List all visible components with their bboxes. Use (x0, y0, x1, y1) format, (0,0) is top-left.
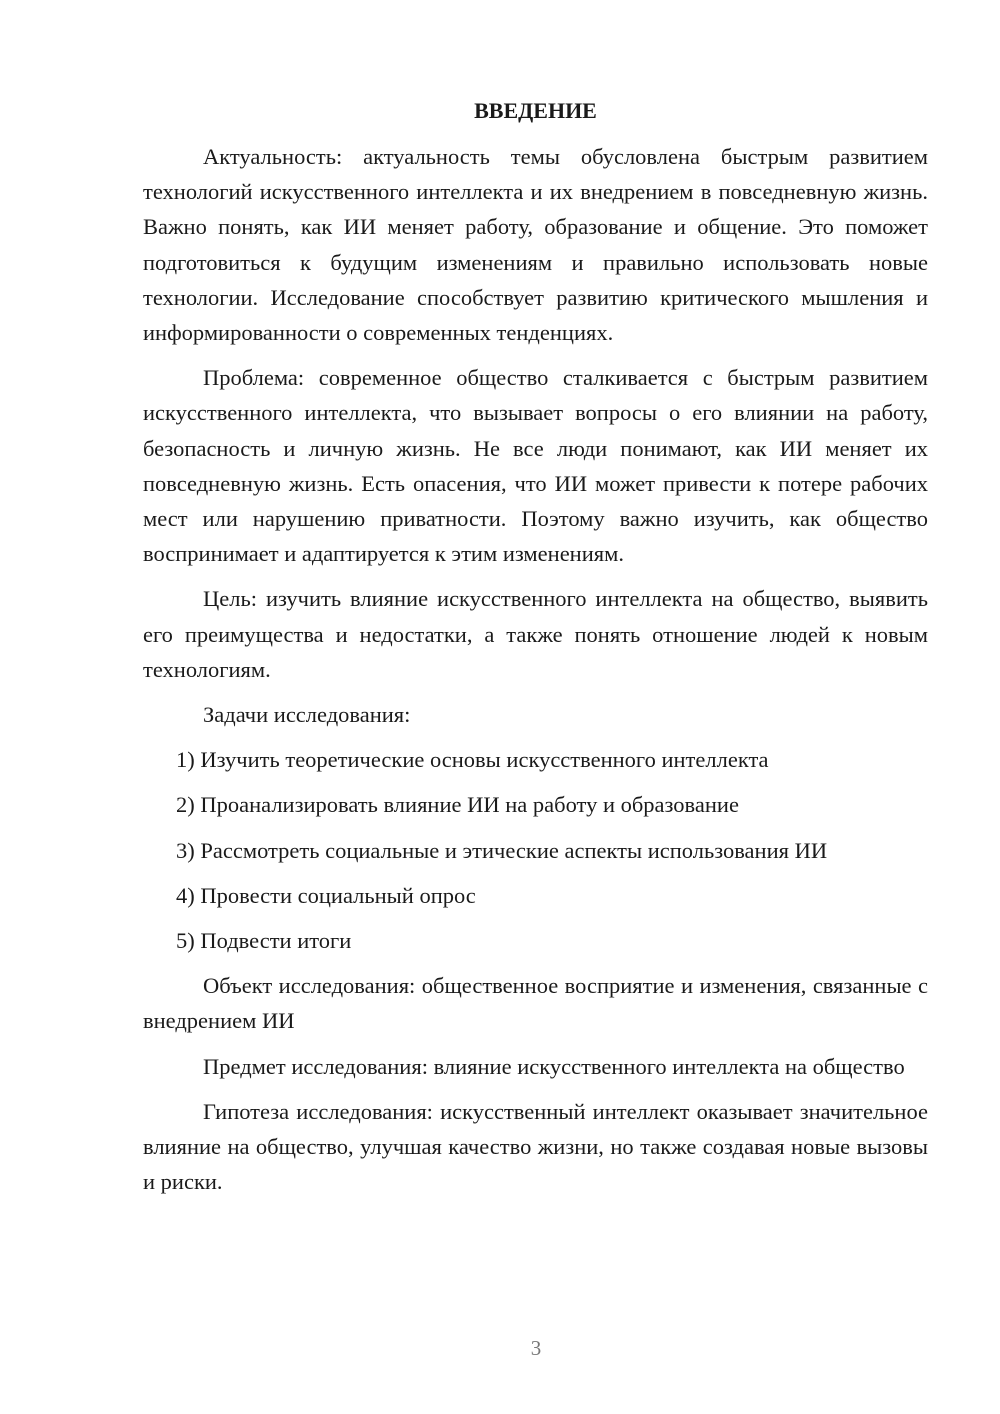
paragraph-goal: Цель: изучить влияние искусственного интеллекта на общество, выявить его преимущества и недостатки, а также понять отношение людей к новым технологиям. (143, 586, 928, 682)
paragraph-subject: Предмет исследования: влияние искусственного интеллекта на общество (203, 1053, 905, 1079)
page-title: ВВЕДЕНИЕ (474, 98, 597, 123)
tasks-list (143, 742, 928, 958)
tasks-heading: Задачи исследования: (203, 702, 411, 728)
paragraph-hypothesis: Гипотеза исследования: искусственный интеллект оказывает значительное влияние на общество, улучшая качество жизни, но также создавая новые вызовы и риски. (143, 1098, 928, 1195)
page-number: 3 (530, 1336, 542, 1360)
paragraph-problem: Проблема: современное общество сталкивается с быстрым развитием искусственного интеллекта, что вызывает вопросы о его влиянии на работу, безопасность и личную жизнь. Не все люди понимают, как ИИ меняет их повседневную жизнь. Есть опасения, что ИИ может привести к потере рабочих мест или нарушению приватности. Поэтому важно изучить, как общество воспринимает и адаптируется к этим изменениям. (143, 365, 928, 567)
paragraph-relevance: Актуальность: актуальность темы обусловлена быстрым развитием технологий искусственного интеллекта и их внедрением в повседневную жизнь. Важно понять, как ИИ меняет работу, образование и общение. Это поможет подготовиться к будущим изменениям и правильно использовать новые технологии. Исследование способствует развитию критического мышления и информированности о современных тенденциях. (143, 144, 928, 346)
list-item: 1) Изучить теоретические основы искусственного интеллекта (176, 747, 769, 773)
list-item: 4) Провести социальный опрос (176, 882, 476, 908)
paragraph-object: Объект исследования: общественное восприятие и изменения, связанные с внедрением ИИ (143, 973, 928, 1034)
page-content (143, 93, 928, 1209)
list-item: 2) Проанализировать влияние ИИ на работу и образование (176, 792, 739, 818)
list-item: 3) Рассмотреть социальные и этические аспекты использования ИИ (176, 837, 828, 863)
list-item: 5) Подвести итоги (176, 928, 352, 954)
